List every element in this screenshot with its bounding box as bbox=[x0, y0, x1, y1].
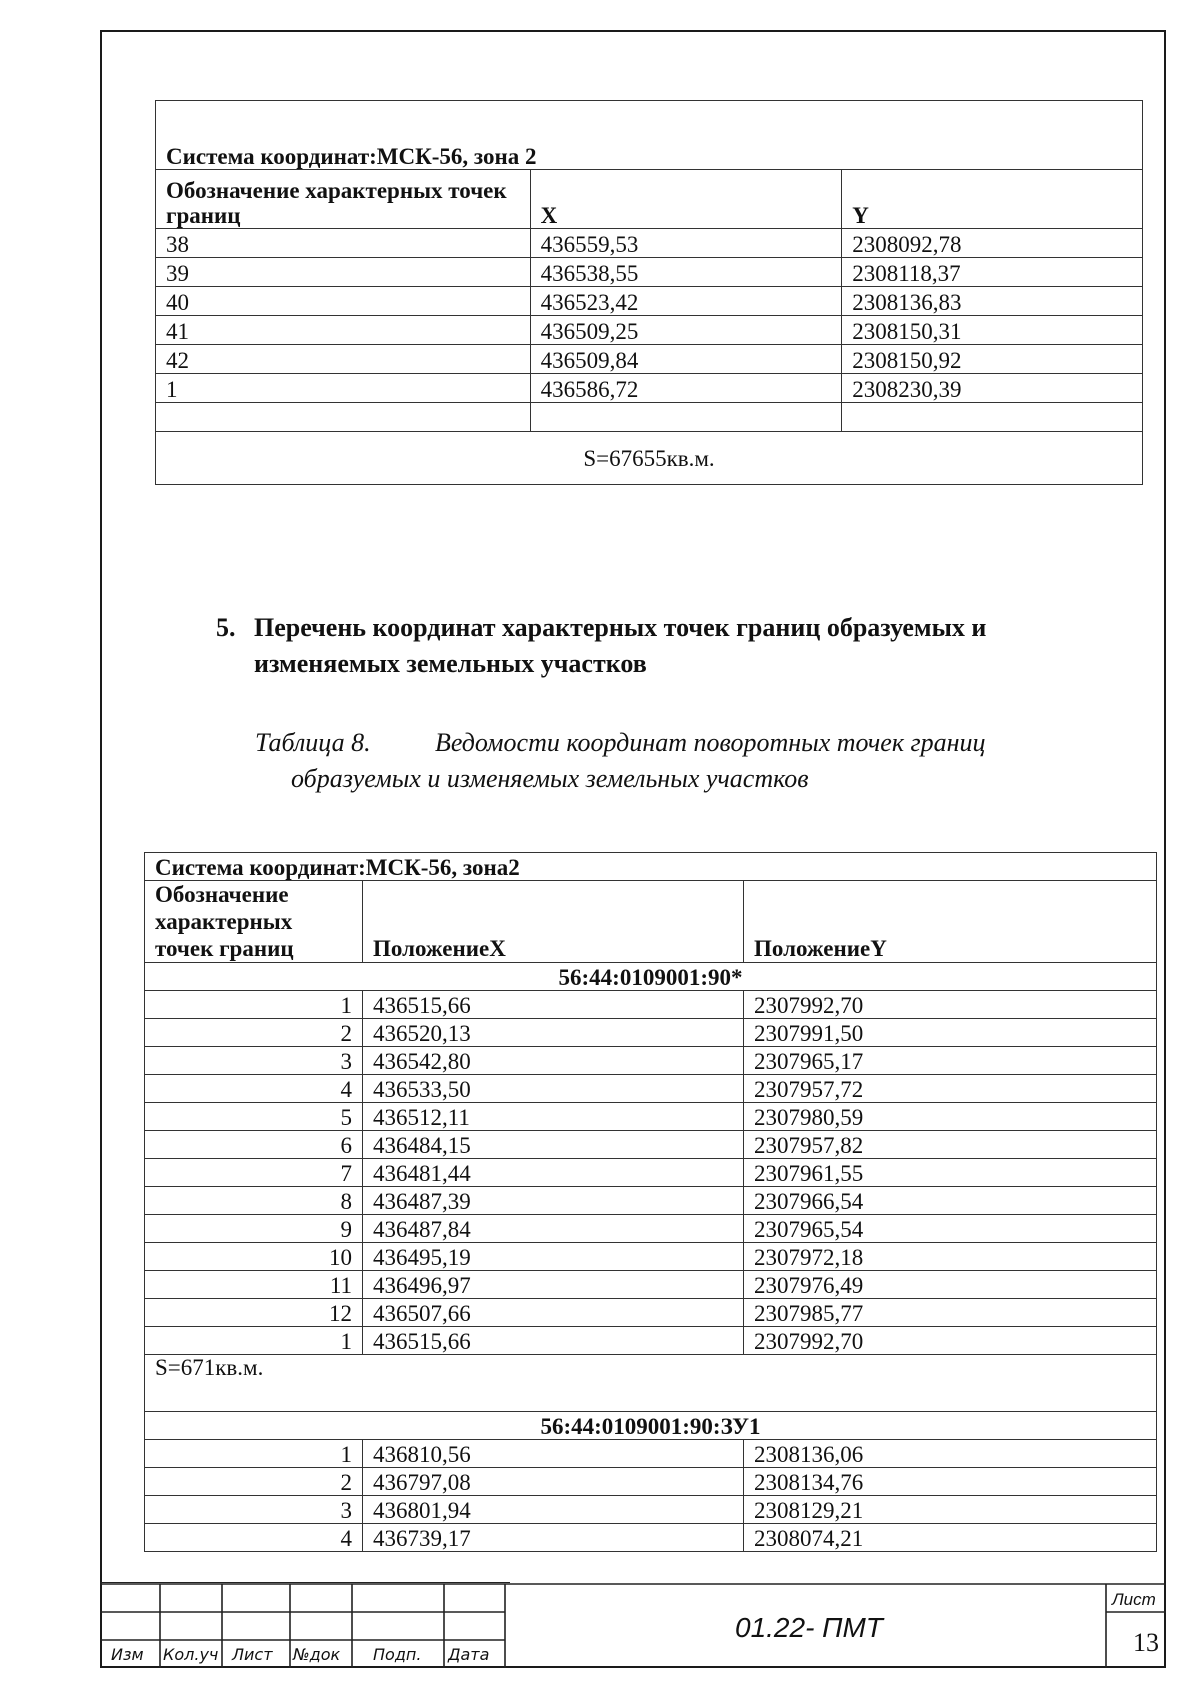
cell-y: 2307957,82 bbox=[744, 1131, 1157, 1159]
document-code: 01.22- ПМТ bbox=[735, 1612, 883, 1643]
cell-y: 2307972,18 bbox=[744, 1243, 1157, 1271]
cell-y: 2307961,55 bbox=[744, 1159, 1157, 1187]
header-y: ПоложениеY bbox=[744, 881, 1157, 963]
caption-line-1: Ведомости координат поворотных точек границ bbox=[435, 728, 986, 757]
cell-y: 2307965,17 bbox=[744, 1047, 1157, 1075]
header-point: Обозначение характерных точек границ bbox=[145, 881, 363, 963]
header-x: X bbox=[530, 170, 842, 229]
caption-label: Таблица 8. bbox=[255, 728, 371, 757]
cell-y: 2307965,54 bbox=[744, 1215, 1157, 1243]
cell-point: 10 bbox=[145, 1243, 363, 1271]
cell-point: 11 bbox=[145, 1271, 363, 1299]
cell-x: 436507,66 bbox=[363, 1299, 744, 1327]
cell-x: 436797,08 bbox=[363, 1468, 744, 1496]
cell-point: 6 bbox=[145, 1131, 363, 1159]
cell-x: 436559,53 bbox=[530, 229, 842, 258]
cell-x: 436509,84 bbox=[530, 345, 842, 374]
cell-point: 1 bbox=[156, 374, 531, 403]
header-y: Y bbox=[842, 170, 1143, 229]
cell-x: 436484,15 bbox=[363, 1131, 744, 1159]
stamp-label-data: Дата bbox=[448, 1645, 490, 1664]
cell-x: 436810,56 bbox=[363, 1440, 744, 1468]
cell-point: 2 bbox=[145, 1468, 363, 1496]
cell-y: 2307991,50 bbox=[744, 1019, 1157, 1047]
area-total: S=67655кв.м. bbox=[156, 432, 1143, 485]
sheet-label: Лист bbox=[1112, 1590, 1156, 1609]
cell-y: 2308092,78 bbox=[842, 229, 1143, 258]
cell-x: 436538,55 bbox=[530, 258, 842, 287]
section-title: Перечень координат характерных точек границ образуемых и изменяемых земельных участков bbox=[254, 613, 987, 678]
cell-x: 436509,25 bbox=[530, 316, 842, 345]
cell-x: 436542,80 bbox=[363, 1047, 744, 1075]
area-total: S=671кв.м. bbox=[145, 1355, 1157, 1412]
header-point: Обозначение характерных точек границ bbox=[156, 170, 531, 229]
header-x: ПоложениеX bbox=[363, 881, 744, 963]
cell-y: 2308134,76 bbox=[744, 1468, 1157, 1496]
cell-point: 40 bbox=[156, 287, 531, 316]
cell-point: 38 bbox=[156, 229, 531, 258]
cell-x: 436520,13 bbox=[363, 1019, 744, 1047]
parcel-id: 56:44:0109001:90:ЗУ1 bbox=[145, 1412, 1157, 1440]
cell-x: 436487,84 bbox=[363, 1215, 744, 1243]
cell-point: 1 bbox=[145, 1327, 363, 1355]
cell-y: 2307966,54 bbox=[744, 1187, 1157, 1215]
stamp-label-izm: Изм bbox=[111, 1645, 144, 1664]
cell-point: 9 bbox=[145, 1215, 363, 1243]
cell-y: 2308136,06 bbox=[744, 1440, 1157, 1468]
cell-x: 436523,42 bbox=[530, 287, 842, 316]
cell-point: 2 bbox=[145, 1019, 363, 1047]
cell-y: 2307957,72 bbox=[744, 1075, 1157, 1103]
cell-x: 436533,50 bbox=[363, 1075, 744, 1103]
sheet-number: 13 bbox=[1133, 1628, 1159, 1657]
cell-point: 1 bbox=[145, 991, 363, 1019]
cell-y: 2308129,21 bbox=[744, 1496, 1157, 1524]
cell-point: 42 bbox=[156, 345, 531, 374]
cell-x: 436515,66 bbox=[363, 991, 744, 1019]
coordinate-system: Система координат:МСК-56, зона 2 bbox=[156, 141, 1143, 170]
cell-y: 2308150,31 bbox=[842, 316, 1143, 345]
cell-y: 2307976,49 bbox=[744, 1271, 1157, 1299]
cell-y: 2308150,92 bbox=[842, 345, 1143, 374]
stamp-label-podp: Подп. bbox=[373, 1645, 422, 1664]
cell-point: 3 bbox=[145, 1496, 363, 1524]
cell-y: 2307992,70 bbox=[744, 1327, 1157, 1355]
cell-point: 3 bbox=[145, 1047, 363, 1075]
stamp-label-ndok: №док bbox=[293, 1645, 341, 1664]
cell-point: 12 bbox=[145, 1299, 363, 1327]
cell-x: 436512,11 bbox=[363, 1103, 744, 1131]
cell-y: 2308118,37 bbox=[842, 258, 1143, 287]
parcel-id: 56:44:0109001:90* bbox=[145, 963, 1157, 991]
cell-point: 8 bbox=[145, 1187, 363, 1215]
cell-point: 7 bbox=[145, 1159, 363, 1187]
cell-point: 1 bbox=[145, 1440, 363, 1468]
section-number: 5. bbox=[216, 613, 236, 642]
cell-y: 2308074,21 bbox=[744, 1524, 1157, 1552]
stamp-label-list: Лист bbox=[232, 1645, 273, 1664]
cell-y: 2307992,70 bbox=[744, 991, 1157, 1019]
cell-x: 436515,66 bbox=[363, 1327, 744, 1355]
cell-y: 2308136,83 bbox=[842, 287, 1143, 316]
caption-line-2: образуемых и изменяемых земельных участков bbox=[291, 764, 809, 793]
cell-x: 436496,97 bbox=[363, 1271, 744, 1299]
cell-point: 5 bbox=[145, 1103, 363, 1131]
cell-x: 436481,44 bbox=[363, 1159, 744, 1187]
cell-point: 41 bbox=[156, 316, 531, 345]
cell-x: 436739,17 bbox=[363, 1524, 744, 1552]
cell-point: 4 bbox=[145, 1524, 363, 1552]
cell-point: 4 bbox=[145, 1075, 363, 1103]
cell-x: 436801,94 bbox=[363, 1496, 744, 1524]
cell-y: 2308230,39 bbox=[842, 374, 1143, 403]
stamp-label-kol-uch: Кол.уч bbox=[163, 1645, 219, 1664]
cell-y: 2307985,77 bbox=[744, 1299, 1157, 1327]
cell-x: 436487,39 bbox=[363, 1187, 744, 1215]
coordinate-system: Система координат:МСК-56, зона2 bbox=[145, 853, 1157, 881]
cell-x: 436586,72 bbox=[530, 374, 842, 403]
cell-y: 2307980,59 bbox=[744, 1103, 1157, 1131]
cell-point: 39 bbox=[156, 258, 531, 287]
cell-x: 436495,19 bbox=[363, 1243, 744, 1271]
